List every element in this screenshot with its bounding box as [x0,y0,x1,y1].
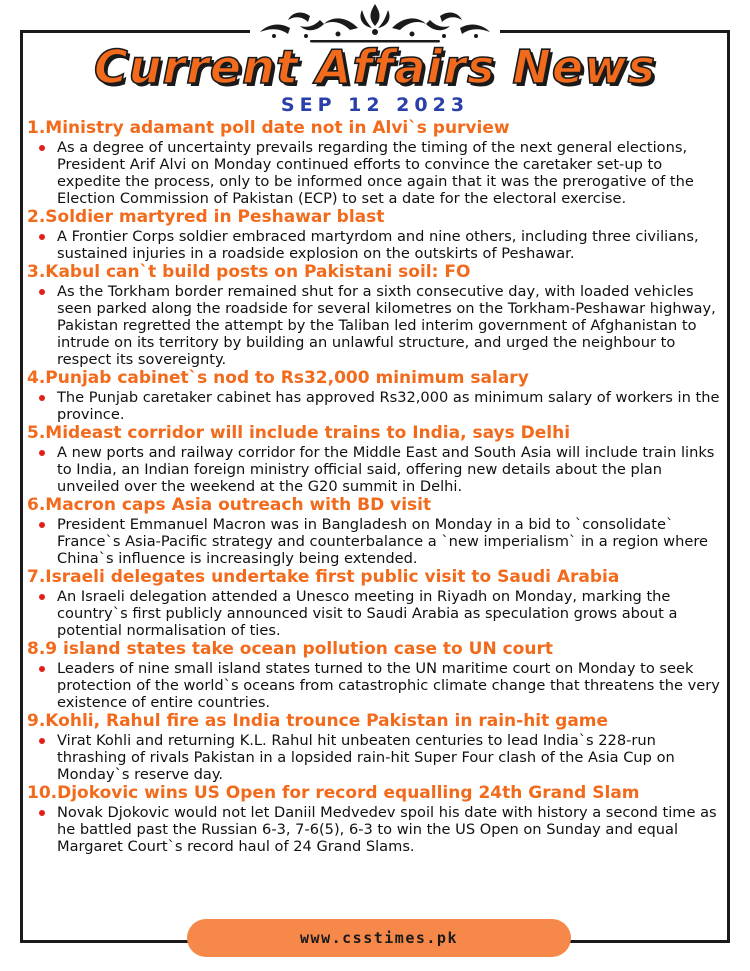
news-headline: 2.Soldier martyred in Peshawar blast [27,207,385,227]
news-headline: 1.Ministry adamant poll date not in Alvi`s purview [27,118,510,138]
news-item [27,423,727,495]
news-summary-text: As the Torkham border remained shut for a sixth consecutive day, with loaded vehicles seen parked along the roadside for several kilometres on the Torkham-Peshawar highway, Pakistan regretted the attempt by the Taliban led interim government of Afghanistan to intrude on its territory by building an unlawful structure, and urged the neighbour to respect its sovereignty. [57,283,716,368]
news-item [27,711,727,783]
news-summary [27,283,727,368]
news-summary [27,516,727,567]
news-summary [27,732,727,783]
bullet-icon [39,810,45,816]
news-item [27,567,727,639]
bullet-icon [39,738,45,744]
news-item [27,118,727,207]
news-summary [27,588,727,639]
news-summary-text: President Emmanuel Macron was in Bangladesh on Monday in a bid to `consolidate` France`s Asia-Pacific strategy and counterbalance a `new imperialism` in a region where China`s influence is increasingly being extended. [57,516,708,567]
bullet-icon [39,594,45,600]
news-item [27,783,727,855]
news-summary [27,444,727,495]
bullet-icon [39,666,45,672]
bullet-icon [39,522,45,528]
news-summary-text: Leaders of nine small island states turned to the UN maritime court on Monday to seek protection of the world`s oceans from catastrophic climate change that threatens the very existence of entire countries. [57,660,720,711]
news-summary-text: An Israeli delegation attended a Unesco meeting in Riyadh on Monday, marking the country`s first publicly announced visit to Saudi Arabia as speculation grows about a potential normalisation of ties. [57,588,678,639]
news-headline: 5.Mideast corridor will include trains to India, says Delhi [27,423,571,443]
bullet-icon [39,289,45,295]
bullet-icon [39,395,45,401]
news-list [27,118,727,855]
page-title: Current Affairs News [94,40,656,94]
news-headline: 6.Macron caps Asia outreach with BD visit [27,495,432,515]
news-summary-text: Virat Kohli and returning K.L. Rahul hit unbeaten centuries to lead India`s 228-run thrashing of rivals Pakistan in a lopsided rain-hit Super Four clash of the Asia Cup on Monday`s reserve day. [57,732,675,783]
bullet-icon [39,450,45,456]
bullet-icon [39,234,45,240]
news-headline: 8.9 island states take ocean pollution case to UN court [27,639,553,659]
news-headline: 7.Israeli delegates undertake first public visit to Saudi Arabia [27,567,620,587]
news-summary [27,228,727,262]
news-headline: 3.Kabul can`t build posts on Pakistani soil: FO [27,262,471,282]
bullet-icon [39,145,45,151]
news-item [27,495,727,567]
news-item [27,207,727,262]
news-summary-text: A new ports and railway corridor for the Middle East and South Asia will include train links to India, an Indian foreign ministry official said, offering new details about the plan unveiled over the weekend at the G20 summit in Delhi. [57,444,715,495]
news-summary [27,660,727,711]
website-link[interactable]: www.csstimes.pk [187,919,571,957]
news-headline: 4.Punjab cabinet`s nod to Rs32,000 minimum salary [27,368,529,388]
news-item [27,639,727,711]
news-summary-text: A Frontier Corps soldier embraced martyrdom and nine others, including three civilians, sustained injuries in a roadside explosion on the outskirts of Peshawar. [57,228,699,262]
publication-date: SEP 12 2023 [280,94,470,116]
news-summary [27,139,727,207]
news-summary-text: The Punjab caretaker cabinet has approved Rs32,000 as minimum salary of workers in the province. [57,389,720,423]
news-item [27,262,727,368]
news-summary [27,804,727,855]
news-summary [27,389,727,423]
news-summary-text: As a degree of uncertainty prevails regarding the timing of the next general elections, President Arif Alvi on Monday continued efforts to convince the caretaker set-up to expedite the process, only to be informed once again that it was the prerogative of the Election Commission of Pakistan (ECP) to set a date for the electoral exercise. [57,139,694,207]
news-headline: 10.Djokovic wins US Open for record equalling 24th Grand Slam [27,783,640,803]
news-headline: 9.Kohli, Rahul fire as India trounce Pakistan in rain-hit game [27,711,609,731]
news-summary-text: Novak Djokovic would not let Daniil Medvedev spoil his date with history a second time as he battled past the Russian 6-3, 7-6(5), 6-3 to win the US Open on Sunday and equal Margaret Court`s record haul of 24 Grand Slams. [57,804,717,855]
news-item [27,368,727,423]
